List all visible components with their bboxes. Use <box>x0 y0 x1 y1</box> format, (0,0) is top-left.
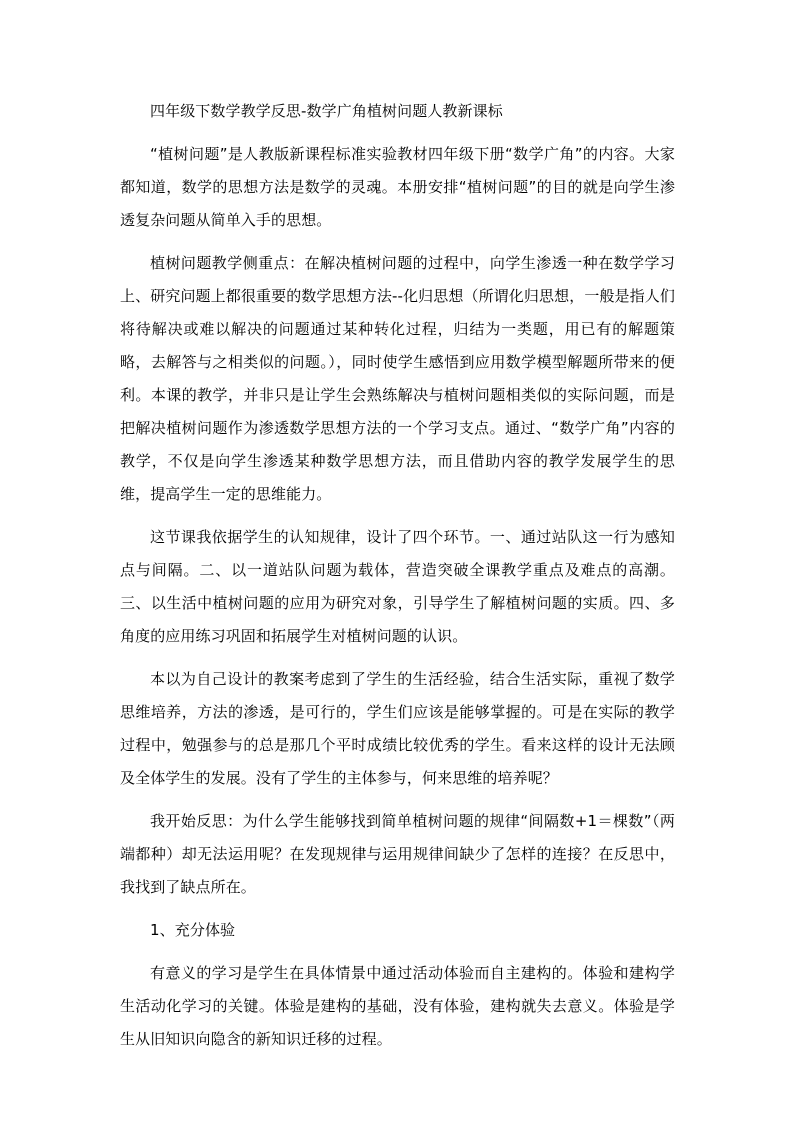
paragraph-experience: 有意义的学习是学生在具体情景中通过活动体验而自主建构的。体验和建构学生活动化学习的关键。体验是建构的基础，没有体验，建构就失去意义。体验是学生从旧知识向隐含的新知识迁移的过程。 <box>120 964 675 1048</box>
document-title: 四年级下数学教学反思-数学广角植树问题人教新课标 <box>150 102 503 120</box>
paragraph-intro: “植树问题”是人教版新课程标准实验教材四年级下册“数学广角”的内容。大家都知道，数学的思想方法是数学的灵魂。本册安排“植树问题”的目的就是向学生渗透复杂问题从简单入手的思想。 <box>120 145 675 229</box>
section-heading: 1、充分体验 <box>150 921 236 939</box>
paragraph-reflection: 我开始反思：为什么学生能够找到简单植树问题的规律“间隔数+1＝棵数”（两端都种）却无法运用呢？在发现规律与运用规律间缺少了怎样的连接？在反思中，我找到了缺点所在。 <box>120 812 675 896</box>
paragraph-lesson-design: 这节课我依据学生的认知规律，设计了四个环节。一、通过站队这一行为感知点与间隔。二、以一道站队问题为载体，营造突破全课教学重点及难点的高潮。三、以生活中植树问题的应用为研究对象，引导学生了解植树问题的实质。四、多角度的应用练习巩固和拓展学生对植树问题的认识。 <box>120 528 675 645</box>
paragraph-problem: 本以为自己设计的教案考虑到了学生的生活经验，结合生活实际，重视了数学思维培养，方法的渗透，是可行的，学生们应该是能够掌握的。可是在实际的教学过程中，勉强参与的总是那几个平时成绩比较优秀的学生。看来这样的设计无法顾及全体学生的发展。没有了学生的主体参与，何来思维的培养呢？ <box>120 670 675 787</box>
document-body <box>120 95 675 1066</box>
paragraph-focus: 植树问题教学侧重点：在解决植树问题的过程中，向学生渗透一种在数学学习上、研究问题上都很重要的数学思想方法--化归思想（所谓化归思想，一般是指人们将待解决或难以解决的问题通过某种转化过程，归结为一类题，用已有的解题策略，去解答与之相类似的问题。），同时使学生感悟到应用数学模型解题所带来的便利。本课的教学，并非只是让学生会熟练解决与植树问题相类似的实际问题，而是把解决植树问题作为渗透数学思想方法的一个学习支点。通过、“数学广角”内容的教学，不仅是向学生渗透某种数学思想方法，而且借助内容的教学发展学生的思维，提高学生一定的思维能力。 <box>120 254 675 503</box>
